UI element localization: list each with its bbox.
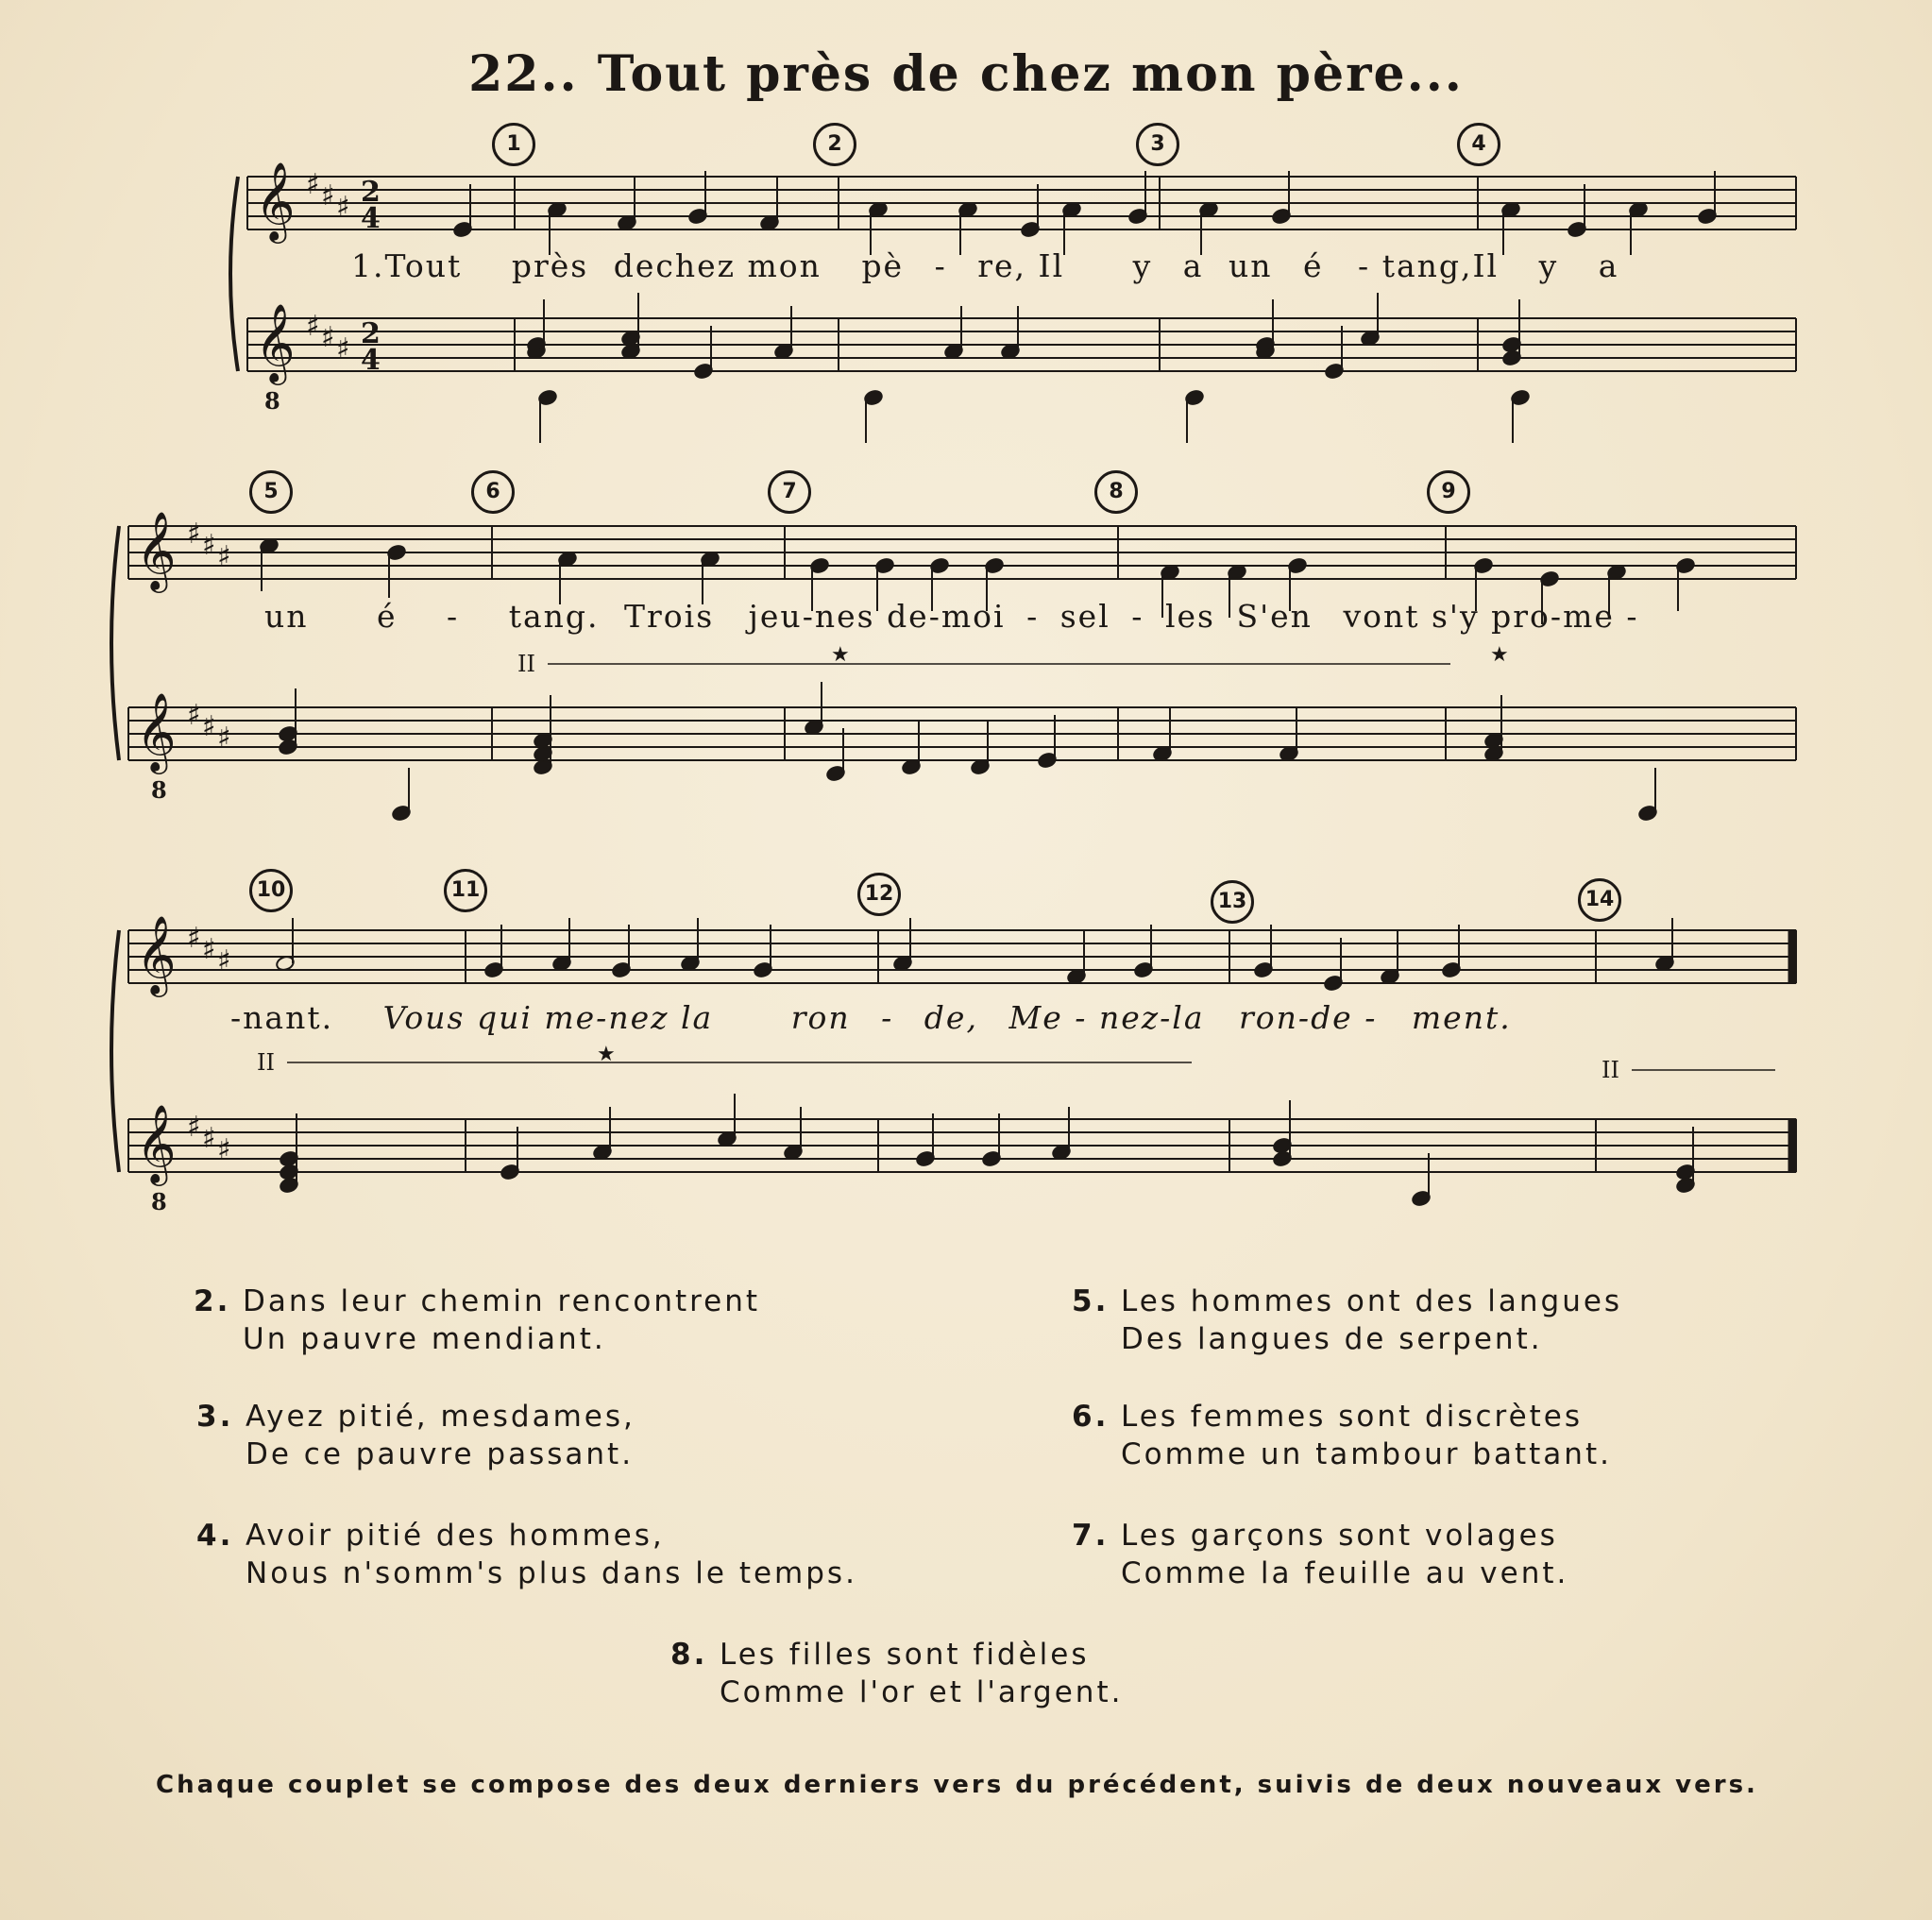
syllable: de (1311, 999, 1353, 1036)
syllable: - (1297, 999, 1312, 1036)
sharp: ♯ (187, 922, 201, 955)
syllable: Il (1472, 247, 1500, 284)
star-mark: ★ (1490, 643, 1509, 667)
syllable: é (1303, 247, 1324, 284)
syllable: s'y (1431, 598, 1480, 635)
star-mark: ★ (831, 643, 850, 667)
verse-5 (1072, 1283, 1622, 1358)
verse-line: Nous n'somm's plus dans le temps. (246, 1556, 857, 1590)
measure-number: 11 (444, 869, 487, 912)
treble-clef: 𝄞 (136, 1103, 177, 1182)
sharp: ♯ (187, 518, 201, 551)
syllable: nes (814, 598, 875, 635)
treble-clef: 𝄞 (255, 161, 296, 240)
sharp: ♯ (202, 710, 216, 743)
syllable: re, (977, 247, 1027, 284)
brace (230, 177, 238, 371)
footer-note: Chaque couplet se compose des deux derniers vers du précédent, suivis de deux nouveaux vers. (156, 1771, 1758, 1799)
verse-4 (196, 1517, 857, 1592)
verse-number: 5. (1072, 1284, 1110, 1318)
sharp: ♯ (336, 332, 350, 365)
position-mark: II (517, 651, 535, 677)
syllable: pè (861, 247, 905, 284)
measure-number: 14 (1578, 878, 1621, 922)
sharp: ♯ (217, 722, 231, 755)
verse-2 (194, 1283, 760, 1358)
sharp: ♯ (336, 191, 350, 224)
syllable: Il (1038, 247, 1065, 284)
syllable: de, (924, 999, 978, 1036)
lyrics-line-3 (230, 999, 1512, 1036)
verse-line: Un pauvre mendiant. (243, 1322, 606, 1356)
measure-number: 4 (1457, 123, 1500, 166)
syllable: près (511, 247, 589, 284)
time-signature: 4 (361, 202, 381, 235)
lyrics-line-2 (264, 598, 1639, 635)
syllable: - (1131, 598, 1144, 635)
syllable: - (802, 598, 815, 635)
treble-clef: 𝄞 (136, 914, 177, 994)
measure-number: 1 (492, 123, 535, 166)
syllable: tang. (508, 598, 600, 635)
syllable: S'en (1236, 598, 1313, 635)
sharp: ♯ (217, 540, 231, 573)
verse-number: 8. (670, 1638, 708, 1672)
syllable: Trois (624, 598, 715, 635)
time-signature: 2 (361, 176, 381, 209)
syllable: vont (1343, 598, 1420, 635)
syllable: nez (1098, 999, 1161, 1036)
treble-clef: 𝄞 (136, 691, 177, 771)
position-mark: II (1602, 1057, 1619, 1083)
verse-line: Dans leur chemin rencontrent (243, 1284, 761, 1318)
syllable: - (1358, 247, 1371, 284)
syllable: un (264, 598, 309, 635)
star-mark: ★ (597, 1043, 616, 1066)
time-signature: 2 (361, 317, 381, 350)
verse-3 (196, 1398, 636, 1473)
syllable: - (928, 598, 941, 635)
syllable: ron (790, 999, 851, 1036)
syllable: a (1598, 247, 1619, 284)
octave-mark: 8 (151, 1188, 167, 1215)
octave-mark: 8 (264, 387, 280, 415)
measure-number: 10 (249, 869, 293, 912)
verse-8 (670, 1636, 1123, 1711)
syllable: sel (1059, 598, 1110, 635)
syllable: - (1160, 999, 1173, 1036)
syllable: un (1228, 247, 1273, 284)
sharp: ♯ (202, 529, 216, 562)
syllable: a (1182, 247, 1204, 284)
syllable: - (1626, 598, 1639, 635)
verse-number: 7. (1072, 1519, 1110, 1553)
brace (111, 526, 119, 760)
measure-number: 13 (1211, 880, 1254, 924)
sharp: ♯ (202, 1122, 216, 1155)
syllable: -nant. (230, 999, 334, 1036)
treble-clef: 𝄞 (136, 510, 177, 589)
verse-line: Comme un tambour battant. (1121, 1437, 1612, 1471)
syllable: moi (941, 598, 1006, 635)
sharp: ♯ (202, 933, 216, 966)
syllable: - (447, 598, 460, 635)
position-mark: II (257, 1049, 275, 1076)
measure-number: 5 (249, 470, 293, 514)
syllable: les (1164, 598, 1215, 635)
sharp: ♯ (306, 310, 320, 343)
verse-7 (1072, 1517, 1568, 1592)
verse-number: 6. (1072, 1400, 1110, 1434)
syllable: Me (1008, 999, 1063, 1036)
verse-line: De ce pauvre passant. (246, 1437, 635, 1471)
syllable: - (881, 999, 894, 1036)
verse-line: Avoir pitié des hommes, (246, 1519, 665, 1553)
verse-6 (1072, 1398, 1612, 1473)
measure-number: 2 (813, 123, 856, 166)
syllable: - (1550, 598, 1564, 635)
time-signature: 4 (361, 344, 381, 377)
sharp: ♯ (187, 1111, 201, 1144)
verse-number: 4. (196, 1519, 234, 1553)
verse-line: Les filles sont fidèles (720, 1638, 1090, 1672)
syllable: - (934, 247, 947, 284)
octave-mark: 8 (151, 776, 167, 804)
syllable: - (1075, 999, 1088, 1036)
sharp: ♯ (306, 168, 320, 201)
measure-number: 12 (857, 873, 901, 916)
measure-number: 6 (471, 470, 515, 514)
syllable: chez (655, 247, 737, 284)
syllable: de (887, 598, 929, 635)
syllable: jeu (748, 598, 803, 635)
verse-number: 3. (196, 1400, 234, 1434)
song-title: 22.. Tout près de chez mon père... (468, 45, 1464, 103)
syllable: pro (1491, 598, 1551, 635)
syllable: la (1172, 999, 1205, 1036)
verse-line: Comme la feuille au vent. (1121, 1556, 1569, 1590)
sharp: ♯ (321, 321, 335, 354)
syllable: é (377, 598, 398, 635)
syllable: de (613, 247, 656, 284)
syllable: 1.Tout (351, 247, 463, 284)
syllable: Vous qui me-nez la (382, 999, 714, 1036)
final-barline (1788, 1119, 1796, 1172)
syllable: mon (747, 247, 822, 284)
syllable: y (1538, 247, 1559, 284)
final-barline (1788, 930, 1796, 983)
treble-clef: 𝄞 (255, 302, 296, 382)
verse-line: Des langues de serpent. (1121, 1322, 1543, 1356)
verse-number: 2. (194, 1284, 231, 1318)
lyrics-line-1 (351, 247, 1618, 284)
measure-number: 8 (1094, 470, 1138, 514)
measure-number: 3 (1136, 123, 1179, 166)
syllable: tang, (1381, 247, 1473, 284)
measure-number: 9 (1427, 470, 1470, 514)
syllable: - (1026, 598, 1040, 635)
verse-line: Comme l'or et l'argent. (720, 1675, 1124, 1709)
verse-line: Ayez pitié, mesdames, (246, 1400, 636, 1434)
sharp: ♯ (217, 944, 231, 977)
measure-number: 7 (768, 470, 811, 514)
sharp: ♯ (187, 699, 201, 732)
brace (111, 930, 119, 1172)
verse-line: Les hommes ont des langues (1121, 1284, 1623, 1318)
syllable: me (1563, 598, 1615, 635)
syllable: ron (1239, 999, 1298, 1036)
sharp: ♯ (217, 1133, 231, 1166)
syllable: ment. (1411, 999, 1512, 1036)
sharp: ♯ (321, 179, 335, 212)
syllable: - (1364, 999, 1378, 1036)
verse-line: Les garçons sont volages (1121, 1519, 1558, 1553)
syllable: y (1132, 247, 1153, 284)
verse-line: Les femmes sont discrètes (1121, 1400, 1584, 1434)
